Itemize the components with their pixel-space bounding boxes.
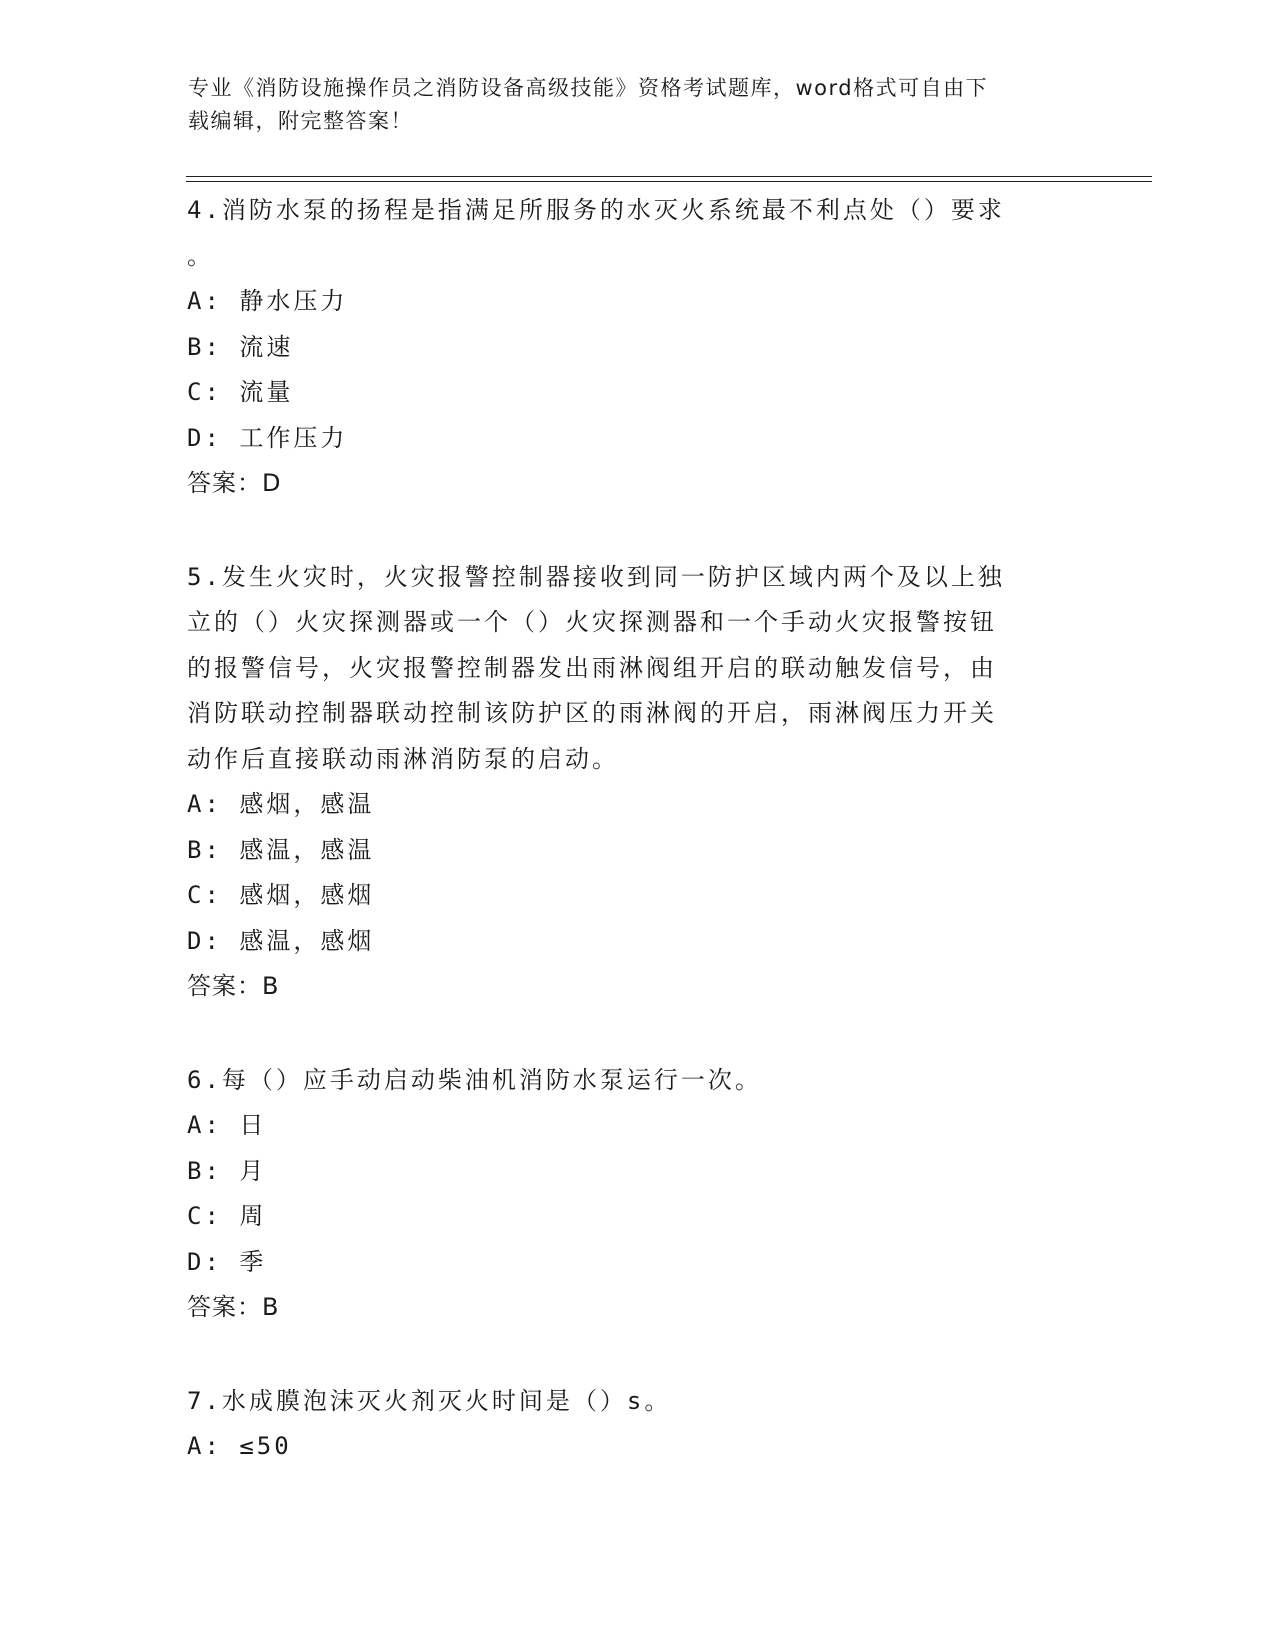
question-6-option-b — [187, 1149, 1067, 1195]
option-letter: A: — [187, 790, 222, 818]
option-letter: B: — [187, 835, 222, 864]
header-line-2: 载编辑，附完整答案！ — [188, 109, 413, 133]
question-4-answer: 答案：D — [187, 469, 282, 497]
option-letter: D: — [187, 1247, 222, 1276]
option-letter: C: — [187, 378, 222, 406]
question-7-stem — [187, 1379, 1067, 1425]
option-letter: B: — [187, 332, 222, 361]
question-6-option-c — [187, 1194, 1067, 1240]
option-letter: A: — [187, 287, 222, 315]
option-text: 感烟，感烟 — [239, 881, 375, 909]
question-4-stem — [187, 188, 1067, 279]
option-text: 流速 — [239, 332, 294, 361]
option-letter: C: — [187, 1202, 222, 1230]
question-5 — [187, 555, 1067, 1010]
stem-line: 5.发生火灾时，火灾报警控制器接收到同一防护区域内两个及以上独 — [187, 562, 1005, 591]
spacer — [187, 507, 1067, 555]
option-text: ≤50 — [239, 1432, 292, 1460]
question-5-answer: 答案：B — [187, 972, 280, 1000]
spacer — [187, 1010, 1067, 1058]
option-letter: D: — [187, 926, 222, 955]
option-text: 月 — [239, 1156, 267, 1185]
question-6-stem — [187, 1058, 1067, 1104]
option-text: 工作压力 — [239, 423, 348, 452]
option-text: 感温，感烟 — [239, 926, 375, 955]
question-5-option-a — [187, 782, 1067, 828]
stem-line: 动作后直接联动雨淋消防泵的启动。 — [187, 744, 619, 773]
header-line-1: 专业《消防设施操作员之消防设备高级技能》资格考试题库，word格式可自由下 — [188, 76, 989, 100]
option-letter: A: — [187, 1111, 222, 1139]
question-4 — [187, 188, 1067, 507]
stem-line: 4.消防水泵的扬程是指满足所服务的水灭火系统最不利点处（）要求 — [187, 196, 1005, 224]
question-4-option-d — [187, 416, 1067, 462]
stem-line: 6.每（）应手动启动柴油机消防水泵运行一次。 — [187, 1065, 762, 1094]
question-5-option-c — [187, 873, 1067, 919]
stem-line: 。 — [187, 241, 214, 270]
header-divider-top — [186, 176, 1152, 177]
question-6 — [187, 1058, 1067, 1331]
option-letter: B: — [187, 1156, 222, 1185]
question-list — [187, 188, 1067, 1470]
option-text: 感烟，感温 — [239, 790, 375, 818]
question-5-option-d — [187, 919, 1067, 965]
stem-line: 7.水成膜泡沫灭火剂灭火时间是（）s。 — [187, 1386, 672, 1415]
document-header — [188, 72, 1068, 138]
question-5-stem — [187, 555, 1067, 783]
option-letter: C: — [187, 881, 222, 909]
option-letter: D: — [187, 423, 222, 452]
stem-line: 的报警信号，火灾报警控制器发出雨淋阀组开启的联动触发信号，由 — [187, 653, 997, 682]
question-4-option-c — [187, 370, 1067, 416]
option-text: 周 — [239, 1202, 267, 1230]
option-text: 流量 — [239, 378, 294, 406]
question-6-answer: 答案：B — [187, 1293, 280, 1321]
spacer — [187, 1331, 1067, 1379]
question-6-option-d — [187, 1240, 1067, 1286]
option-letter: A: — [187, 1432, 222, 1460]
option-text: 日 — [239, 1111, 267, 1139]
question-7-option-a — [187, 1424, 1067, 1470]
header-divider-bottom — [186, 181, 1152, 182]
stem-line: 立的（）火灾探测器或一个（）火灾探测器和一个手动火灾报警按钮 — [187, 608, 997, 636]
question-7 — [187, 1379, 1067, 1470]
option-text: 静水压力 — [239, 287, 348, 315]
question-4-option-b — [187, 325, 1067, 371]
option-text: 感温，感温 — [239, 835, 375, 864]
option-text: 季 — [239, 1247, 267, 1276]
question-5-option-b — [187, 828, 1067, 874]
question-6-option-a — [187, 1103, 1067, 1149]
question-4-option-a — [187, 279, 1067, 325]
stem-line: 消防联动控制器联动控制该防护区的雨淋阀的开启，雨淋阀压力开关 — [187, 699, 997, 727]
